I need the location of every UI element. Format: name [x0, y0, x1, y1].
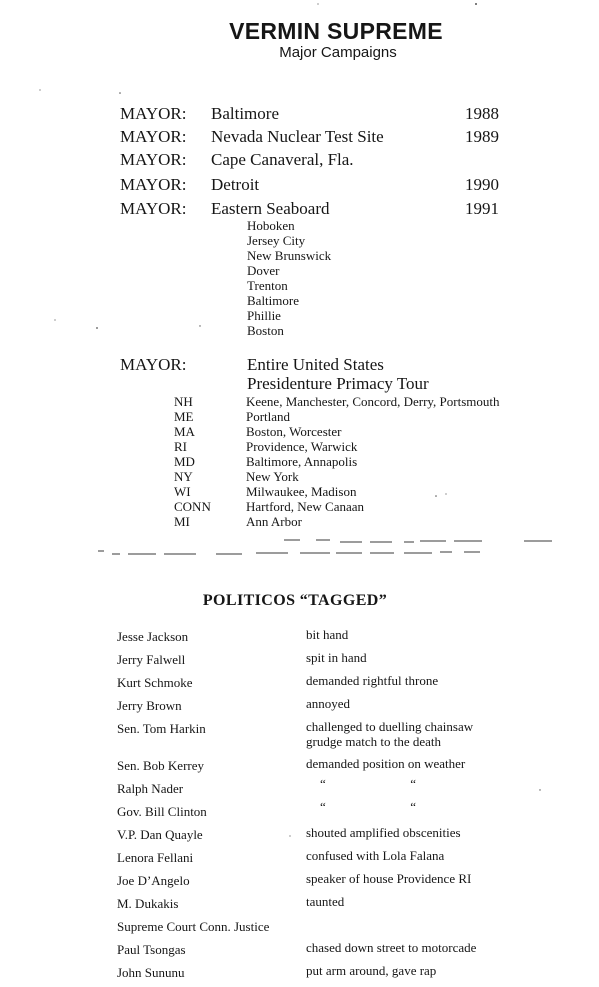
politico-action: put arm around, gave rap — [306, 963, 437, 978]
tour-state: MA — [174, 424, 195, 439]
list-item: Jersey City — [247, 233, 306, 248]
campaign-year: 1991 — [465, 199, 499, 218]
tour-state: WI — [174, 484, 191, 499]
politico-name: Jesse Jackson — [117, 629, 189, 644]
campaign-office: MAYOR: — [120, 127, 187, 146]
list-item: New Brunswick — [247, 248, 332, 263]
campaign-place: Eastern Seaboard — [211, 199, 330, 218]
politico-action-cont: grudge match to the death — [306, 734, 442, 749]
politico-name: Jerry Brown — [117, 698, 182, 713]
tour-state: NY — [174, 469, 193, 484]
page-subtitle: Major Campaigns — [279, 44, 397, 61]
list-item: Phillie — [247, 308, 281, 323]
politico-action: chased down street to motorcade — [306, 940, 477, 955]
politico-action: annoyed — [306, 696, 351, 711]
politico-action: speaker of house Providence RI — [306, 871, 472, 886]
tour-cities: Ann Arbor — [246, 514, 302, 529]
politico-action: bit hand — [306, 627, 349, 642]
politico-name: Supreme Court Conn. Justice — [117, 919, 270, 934]
tour-state: NH — [174, 394, 193, 409]
us-campaign-line1: Entire United States — [247, 355, 384, 374]
politico-action: shouted amplified obscenities — [306, 825, 461, 840]
list-item: Hoboken — [247, 218, 295, 233]
list-item: Dover — [247, 263, 280, 278]
list-item: Trenton — [247, 278, 288, 293]
politico-name: Sen. Bob Kerrey — [117, 758, 205, 773]
list-item: Baltimore — [247, 293, 299, 308]
politico-action: spit in hand — [306, 650, 367, 665]
tour-state: RI — [174, 439, 187, 454]
politico-action: taunted — [306, 894, 345, 909]
tour-state: MD — [174, 454, 195, 469]
politico-action: “ “ — [320, 776, 417, 791]
politico-name: Sen. Tom Harkin — [117, 721, 206, 736]
list-item: Boston — [247, 323, 284, 338]
politico-action: confused with Lola Falana — [306, 848, 445, 863]
politico-name: Lenora Fellani — [117, 850, 194, 865]
politico-name: Gov. Bill Clinton — [117, 804, 207, 819]
politico-name: Kurt Schmoke — [117, 675, 193, 690]
politico-name: V.P. Dan Quayle — [117, 827, 203, 842]
politico-action: “ “ — [320, 799, 417, 814]
campaign-office: MAYOR: — [120, 104, 187, 123]
campaign-place: Cape Canaveral, Fla. — [211, 150, 354, 169]
page-title: VERMIN SUPREME — [229, 18, 443, 44]
tour-cities: Boston, Worcester — [246, 424, 342, 439]
us-campaign-office: MAYOR: — [120, 355, 187, 374]
tour-state: MI — [174, 514, 190, 529]
campaign-year: 1988 — [465, 104, 499, 123]
tour-cities: Portland — [246, 409, 291, 424]
tour-cities: Providence, Warwick — [246, 439, 358, 454]
tour-cities: Milwaukee, Madison — [246, 484, 357, 499]
section-title: POLITICOS “TAGGED” — [202, 592, 388, 609]
tour-state: CONN — [174, 499, 211, 514]
campaign-office: MAYOR: — [120, 199, 187, 218]
tour-cities: Baltimore, Annapolis — [246, 454, 358, 469]
tour-cities: Hartford, New Canaan — [246, 499, 365, 514]
politico-action: demanded rightful throne — [306, 673, 439, 688]
tour-cities: New York — [246, 469, 299, 484]
politico-name: Ralph Nader — [117, 781, 184, 796]
politico-name: Joe D’Angelo — [117, 873, 190, 888]
tour-cities: Keene, Manchester, Concord, Derry, Portsmouth — [246, 394, 500, 409]
campaign-year: 1990 — [465, 175, 499, 194]
campaign-office: MAYOR: — [120, 175, 187, 194]
campaign-place: Baltimore — [211, 104, 279, 123]
us-campaign-line2: Presidenture Primacy Tour — [247, 374, 429, 393]
politico-name: Paul Tsongas — [117, 942, 186, 957]
campaign-place: Detroit — [211, 175, 260, 194]
politico-name: M. Dukakis — [117, 896, 179, 911]
tour-state: ME — [174, 409, 194, 424]
campaign-year: 1989 — [465, 127, 499, 146]
politico-action: challenged to duelling chainsaw — [306, 719, 474, 734]
campaign-place: Nevada Nuclear Test Site — [211, 127, 384, 146]
politico-name: John Sununu — [117, 965, 185, 980]
campaign-office: MAYOR: — [120, 150, 187, 169]
politico-name: Jerry Falwell — [117, 652, 186, 667]
politico-action: demanded position on weather — [306, 756, 466, 771]
